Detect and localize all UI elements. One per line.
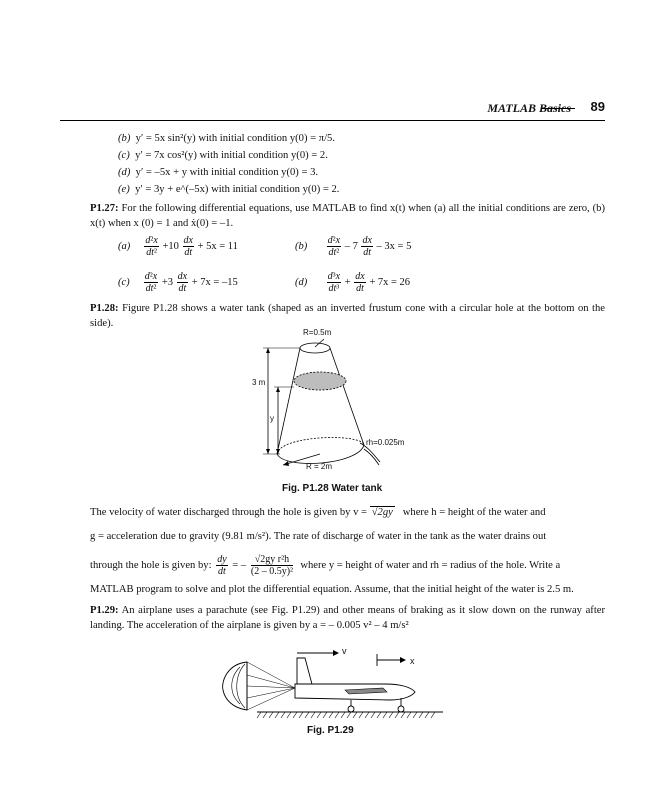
header-rule — [541, 108, 575, 109]
tank-right-side — [330, 348, 364, 445]
running-header — [60, 98, 605, 121]
body-line-3: through the hole is given by: $\frac{dy}{dt}$ = – $\frac{\text{√2gy r²h}}{\text{(2 – 0.5y)²}}$ where y = height of water and rh = radius of the hole. Write a — [90, 554, 561, 577]
list-item: (c) y′ = 7x cos²(y) with initial condition y(0) = 2. — [118, 150, 328, 161]
equation-d: (d) $\frac{\text{d³x}}{\text{dt³}}$ + $\frac{dx}{dt}$ + 7x = 26 — [295, 271, 411, 294]
problem-p1-27: P1.27: For the following differential equations, use MATLAB to find x(t) when (a) all the initial conditions are zero, (b) x(t) when x (0) = 1 and ẋ(0) = –1. — [90, 203, 605, 229]
body-line-2: g = acceleration due to gravity (9.81 m/s²). The rate of discharge of water in the tank as the water drains out — [90, 531, 547, 542]
tank-bottom-back — [277, 438, 364, 454]
hole-radius-label: rh=0.025m — [366, 438, 405, 447]
figure-caption-p1-28: Fig. P1.28 Water tank — [282, 483, 383, 494]
figure-caption-p1-29: Fig. P1.29 — [307, 725, 354, 736]
problem-p1-28: P1.28: Figure P1.28 shows a water tank (shaped as an inverted frustum cone with a circular hole at the bottom on the side). — [90, 303, 605, 329]
velocity-label: v — [342, 646, 347, 656]
bottom-radius-label: R = 2m — [306, 462, 333, 471]
tank-left-side — [277, 348, 300, 454]
page-number: 89 — [590, 99, 605, 114]
nose-wheel — [398, 706, 404, 712]
y-label: y — [270, 414, 274, 423]
parachute-canopy — [223, 662, 247, 710]
body-line-4: MATLAB program to solve and plot the differential equation. Assume, that the initial height of the water is 2.5 m. — [90, 584, 574, 595]
rear-wheel — [348, 706, 354, 712]
shroud-lines — [247, 662, 295, 688]
problem-p1-29: P1.29: An airplane uses a parachute (see Fig. P1.29) and other means of braking as it slow down on the runway after landing. The acceleration of the airplane is given by a = – 0.005 v² – 4 m/s² — [90, 605, 605, 631]
list-item: (e) y′ = 3y + e^(–5x) with initial condition y(0) = 2. — [118, 184, 340, 195]
list-item: (d) y′ = –5x + y with initial condition y(0) = 3. — [118, 167, 319, 178]
water-tank-figure — [240, 325, 440, 477]
header-title: MATLAB Basics — [487, 101, 571, 115]
water-surface — [294, 372, 346, 390]
equation-b: (b) $\frac{\text{d²x}}{\text{dt²}}$ – 7 $\frac{dx}{dt}$ – 3x = 5 — [295, 235, 412, 258]
list-item: (b) y′ = 5x sin²(y) with initial condition y(0) = π/5. — [118, 133, 335, 144]
equation-c: (c) $\frac{\text{d²x}}{\text{dt²}}$ +3 $\frac{dx}{dt}$ + 7x = –15 — [118, 271, 238, 294]
tank-bottom-front — [277, 445, 364, 464]
top-radius-label: R=0.5m — [303, 328, 332, 337]
equation-a: (a) $\frac{\text{d²x}}{\text{dt²}}$ +10 $\frac{dx}{dt}$ + 5x = 11 — [118, 235, 238, 258]
tail-fin — [297, 658, 313, 688]
airplane-parachute-figure — [215, 640, 445, 720]
height-label: 3 m — [252, 378, 266, 387]
tank-top-ellipse — [300, 343, 330, 353]
ground-hatching — [257, 712, 435, 718]
position-label: x — [410, 656, 415, 666]
body-line-1: The velocity of water discharged through the hole is given by v = √2gy where h = height of the water and — [90, 507, 546, 518]
